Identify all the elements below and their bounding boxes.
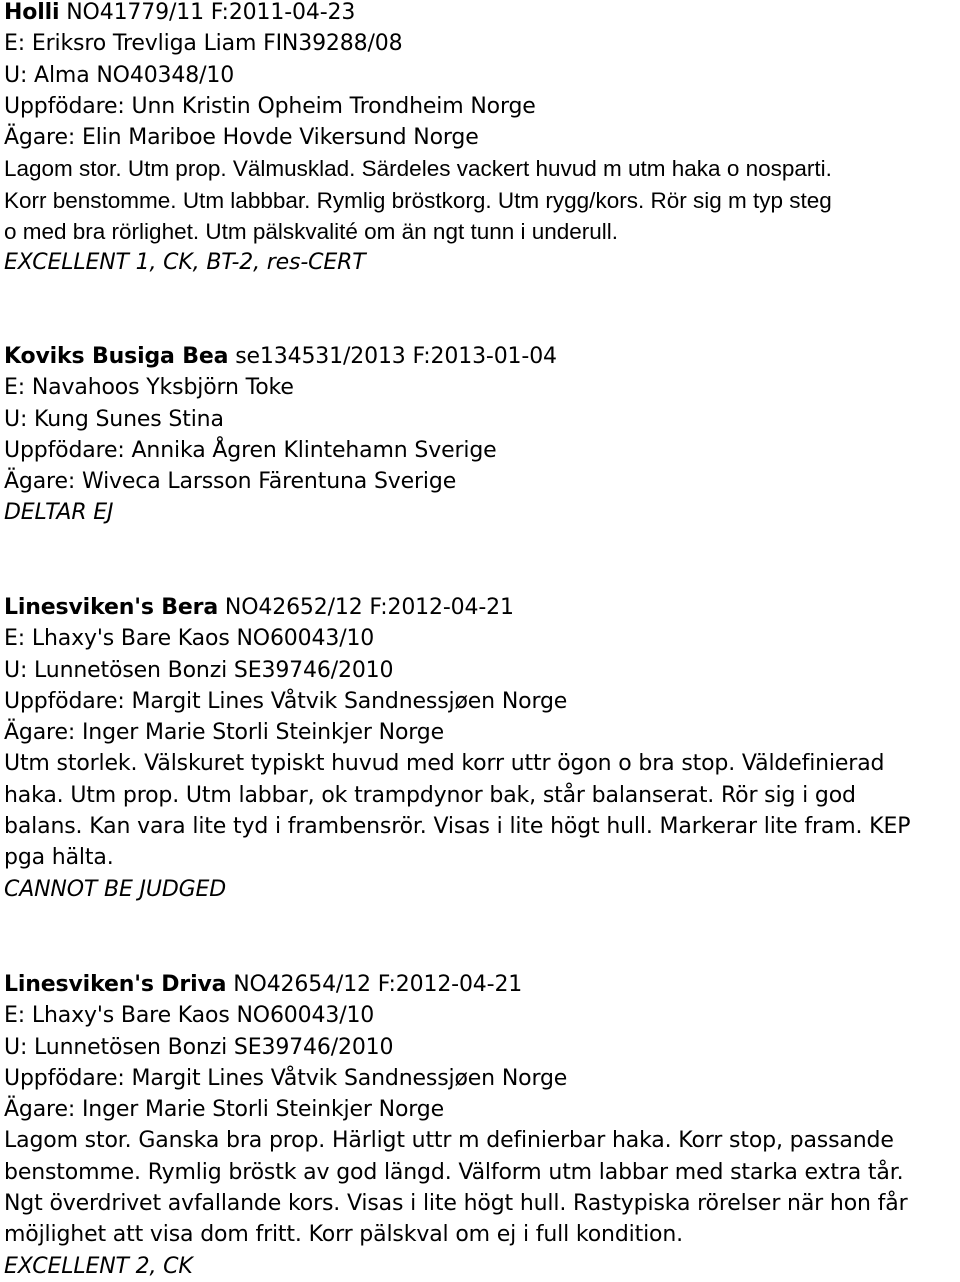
registration-info: se134531/2013 F:2013-01-04 (235, 344, 557, 369)
dog-name: Holli (4, 0, 60, 25)
dog-name: Linesviken's Bera (4, 595, 219, 620)
owner-line: Ägare: Inger Marie Storli Steinkjer Norge (4, 1097, 444, 1123)
critique-line: pga hälta. (4, 845, 114, 871)
result-line: DELTAR EJ (4, 500, 114, 526)
critique-line: haka. Utm prop. Utm labbar, ok trampdynor bak, står balanserat. Rör sig i god (4, 782, 856, 808)
dog-name: Linesviken's Driva (4, 972, 227, 997)
result-line: EXCELLENT 1, CK, BT-2, res-CERT (4, 250, 366, 276)
dog-heading (4, 341, 958, 372)
dog-name: Koviks Busiga Bea (4, 344, 229, 369)
critique-line: benstomme. Rymlig bröstk av god längd. Välform utm labbar med starka extra tår. (4, 1159, 904, 1185)
critique-line: Lagom stor. Ganska bra prop. Härligt uttr m definierbar haka. Korr stop, passande (4, 1128, 894, 1154)
dog-entry-linesvikens-driva (4, 969, 958, 1282)
dam-line: U: Lunnetösen Bonzi SE39746/2010 (4, 1034, 394, 1060)
dog-entry-koviks-busiga-bea (4, 341, 958, 529)
owner-line: Ägare: Elin Mariboe Hovde Vikersund Norge (4, 125, 479, 151)
critique-line: balans. Kan vara lite tyd i frambensrör. Visas i lite högt hull. Markerar lite fram. KEP (4, 814, 911, 840)
dog-entry-linesvikens-bera (4, 592, 958, 905)
owner-line: Ägare: Inger Marie Storli Steinkjer Norge (4, 720, 444, 746)
dog-heading (4, 592, 958, 623)
sire-line: E: Navahoos Yksbjörn Toke (4, 375, 294, 401)
sire-line: E: Eriksro Trevliga Liam FIN39288/08 (4, 31, 403, 57)
registration-info: NO41779/11 F:2011-04-23 (66, 0, 356, 25)
sire-line: E: Lhaxy's Bare Kaos NO60043/10 (4, 626, 375, 652)
result-line: CANNOT BE JUDGED (4, 876, 227, 902)
result-line: EXCELLENT 2, CK (4, 1253, 193, 1279)
critique-line: o med bra rörlighet. Utm pälskvalité om än ngt tunn i underull. (4, 219, 619, 245)
owner-line: Ägare: Wiveca Larsson Färentuna Sverige (4, 469, 457, 495)
dog-heading (4, 969, 958, 1000)
registration-info: NO42654/12 F:2012-04-21 (233, 972, 523, 997)
dam-line: U: Kung Sunes Stina (4, 406, 224, 432)
breeder-line: Uppfödare: Margit Lines Våtvik Sandnessjøen Norge (4, 1065, 568, 1091)
critique-line: Lagom stor. Utm prop. Välmusklad. Särdeles vackert huvud m utm haka o nosparti. (4, 156, 832, 182)
dam-line: U: Lunnetösen Bonzi SE39746/2010 (4, 657, 394, 683)
critique-line: möjlighet att visa dom fritt. Korr pälskval om ej i full kondition. (4, 1222, 683, 1248)
breeder-line: Uppfödare: Unn Kristin Opheim Trondheim Norge (4, 93, 536, 119)
dam-line: U: Alma NO40348/10 (4, 62, 235, 88)
critique-line: Ngt överdrivet avfallande kors. Visas i lite högt hull. Rastypiska rörelser när hon får (4, 1191, 908, 1217)
critique-line: Korr benstomme. Utm labbbar. Rymlig bröstkorg. Utm rygg/kors. Rör sig m typ steg (4, 187, 832, 213)
critique-line: Utm storlek. Välskuret typiskt huvud med korr uttr ögon o bra stop. Väldefinierad (4, 751, 885, 777)
breeder-line: Uppfödare: Margit Lines Våtvik Sandnessjøen Norge (4, 688, 568, 714)
dog-heading (4, 0, 958, 28)
dog-entry-holli (4, 0, 958, 279)
registration-info: NO42652/12 F:2012-04-21 (224, 595, 514, 620)
breeder-line: Uppfödare: Annika Ågren Klintehamn Sverige (4, 437, 497, 463)
sire-line: E: Lhaxy's Bare Kaos NO60043/10 (4, 1003, 375, 1029)
